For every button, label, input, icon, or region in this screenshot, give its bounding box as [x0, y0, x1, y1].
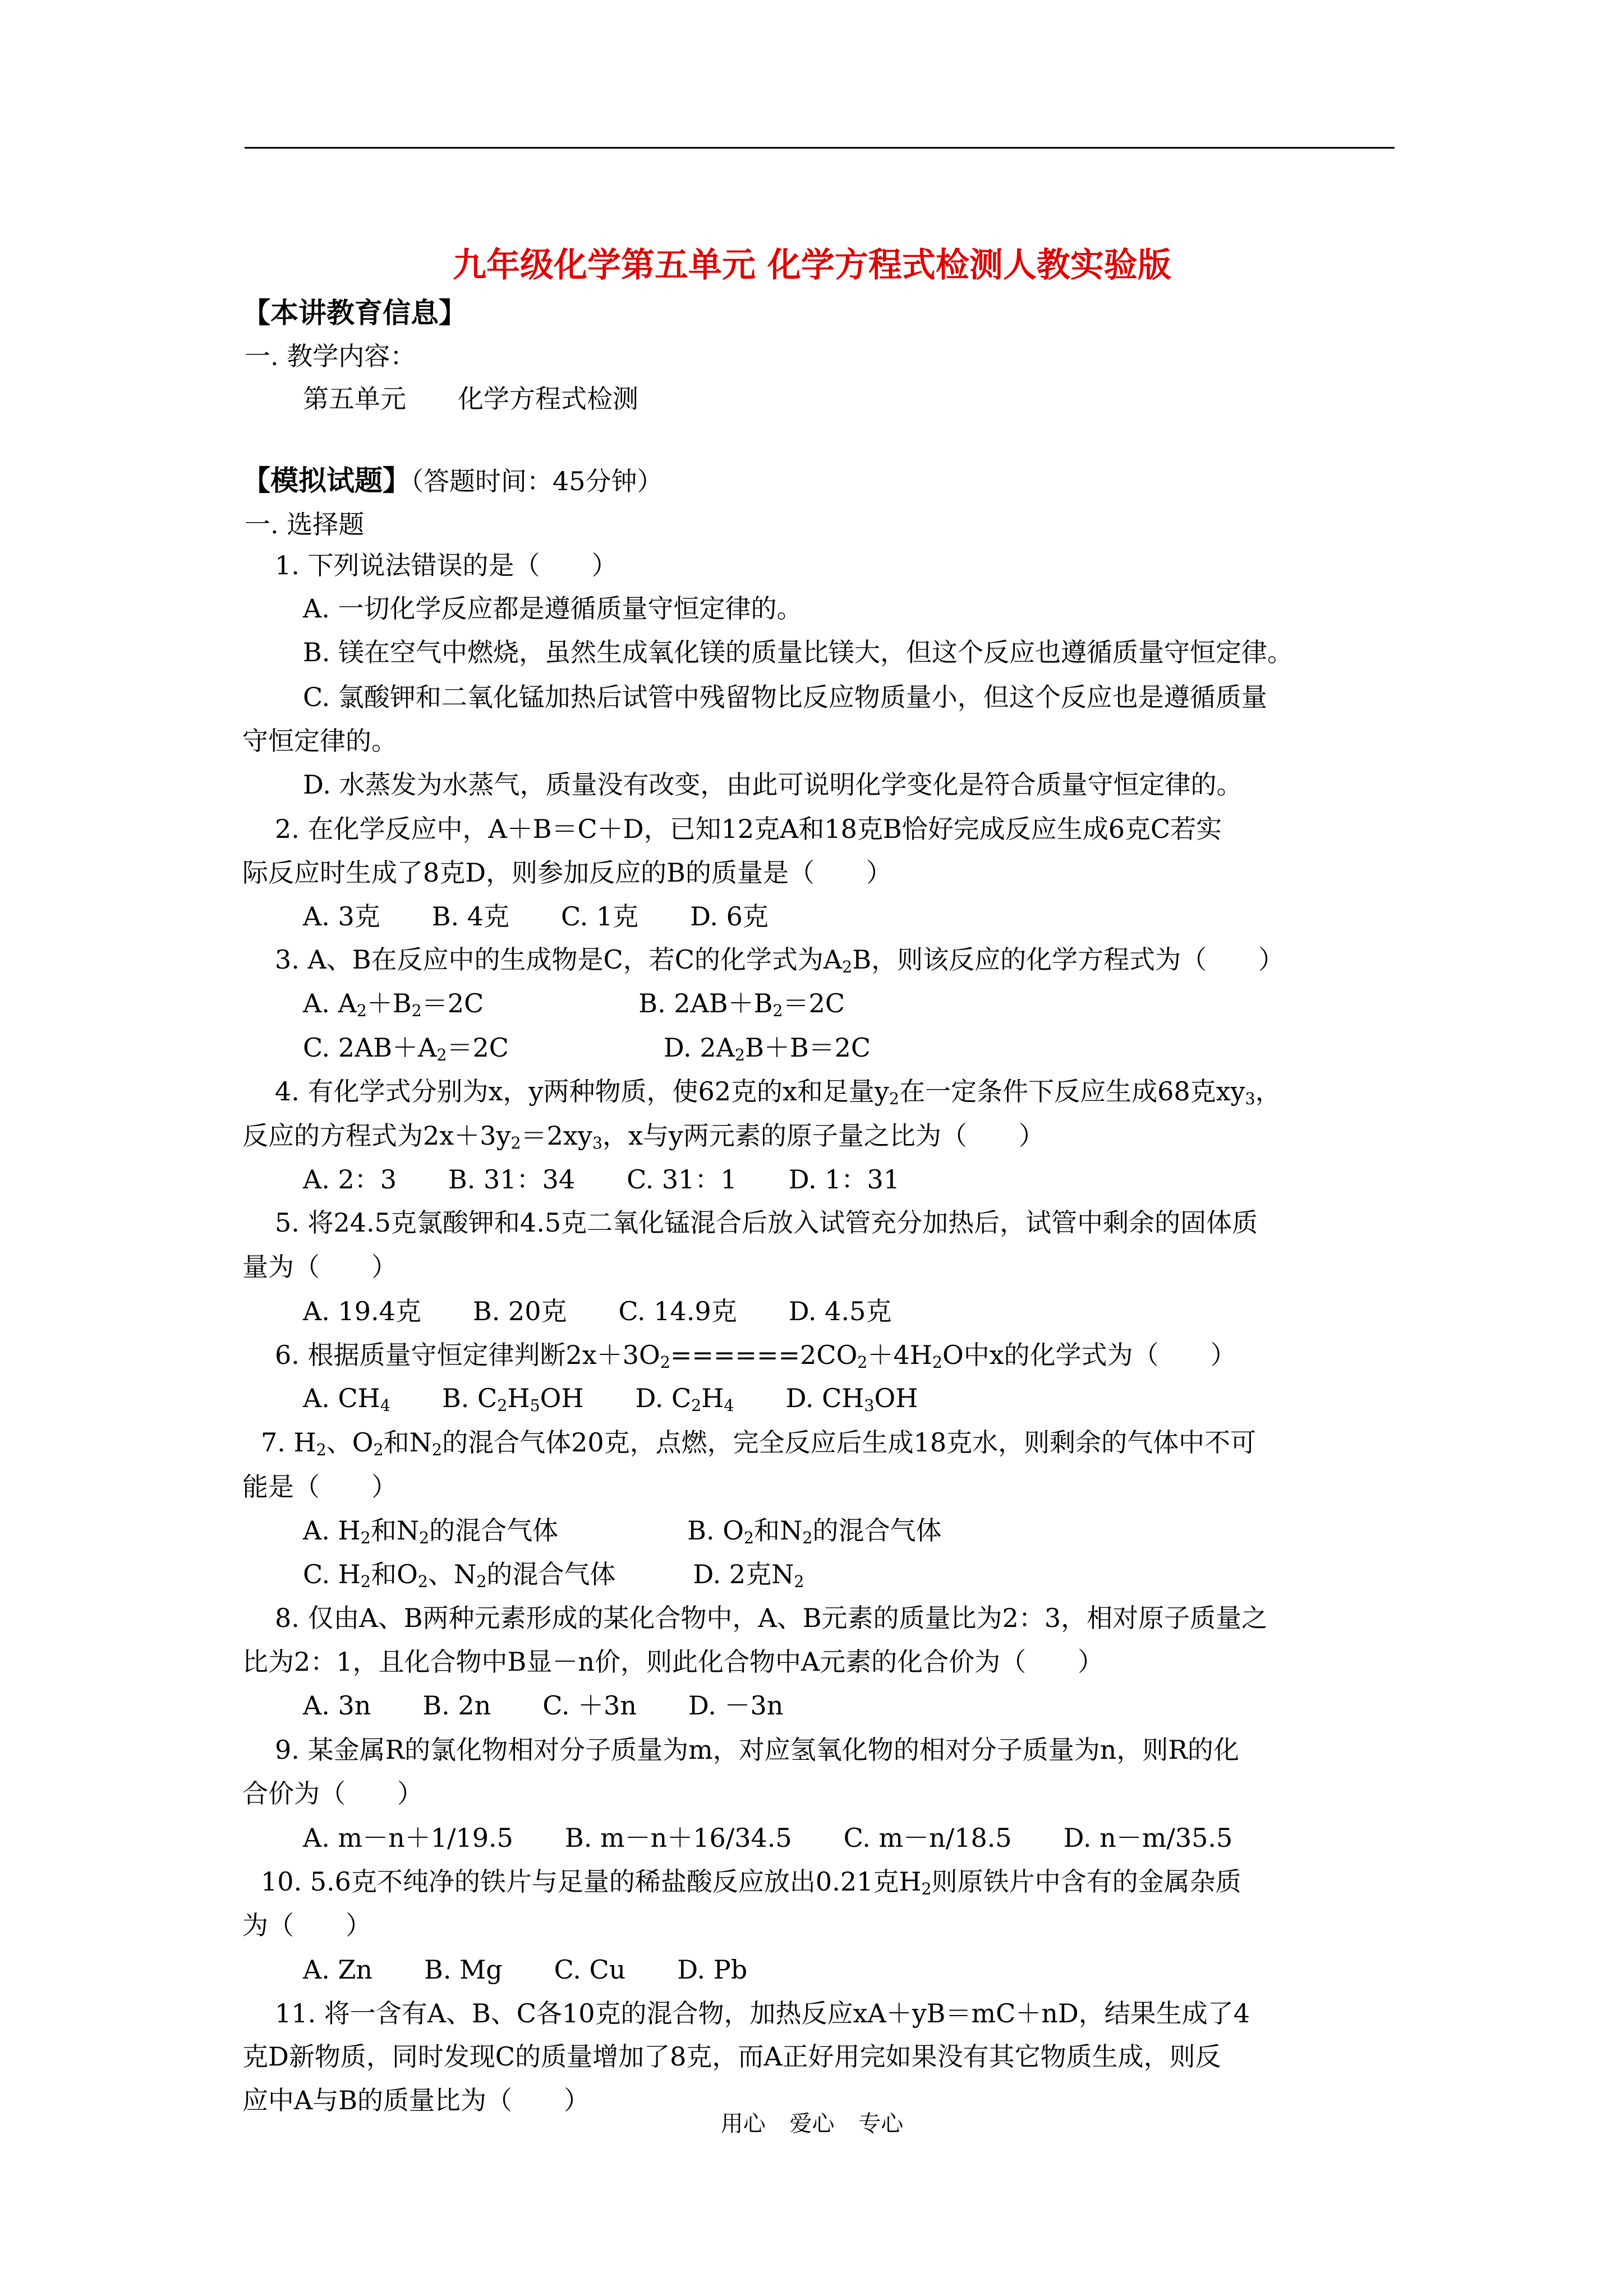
- question-line: 际反应时生成了8克D，则参加反应的B的质量是（ ）: [242, 857, 892, 888]
- question-line: A. 19.4克 B. 20克 C. 14.9克 D. 4.5克: [303, 1296, 892, 1326]
- question-line: 守恒定律的。: [242, 726, 397, 756]
- question-line: 8. 仅由A、B两种元素形成的某化合物中，A、B元素的质量比为2：3，相对原子质量之: [275, 1603, 1268, 1633]
- multiple-choice-label: 一. 选择题: [245, 509, 365, 540]
- section-header-info: 【本讲教育信息】: [242, 296, 467, 329]
- question-line: 11. 将一含有A、B、C各10克的混合物，加热反应xA＋yB＝mC＋nD，结果生成了4: [275, 1998, 1250, 2028]
- question-line: A. 一切化学反应都是遵循质量守恒定律的。: [303, 593, 803, 624]
- document-title: 九年级化学第五单元 化学方程式检测人教实验版: [453, 246, 1171, 285]
- question-line: C. $H_2$和$O_2$、$N_2$的混合气体 D. 2克$N_2$: [303, 1559, 804, 1592]
- mock-test-time: （答题时间：45分钟）: [411, 466, 663, 496]
- question-line: A. Zn B. Mg C. Cu D. Pb: [303, 1954, 748, 1985]
- mock-test-label: 【模拟试题】: [242, 464, 411, 497]
- question-line: C. 氯酸钾和二氧化锰加热后试管中残留物比反应物质量小，但这个反应也是遵循质量: [303, 682, 1267, 712]
- question-line: A. $CH_4$ B. $C_2H_5OH$ D. $C_2H_4$ D. $CH_3OH$: [303, 1383, 918, 1416]
- question-line: A. 2：3 B. 31：34 C. 31：1 D. 1：31: [303, 1164, 900, 1195]
- question-line: 6. 根据质量守恒定律判断$2x+3O_2======2CO_2+4H_2O$中x的化学式为（ ）: [275, 1340, 1236, 1372]
- page-footer: 用心 爱心 专心: [720, 2111, 904, 2137]
- question-line: 3. A、B在反应中的生成物是C，若C的化学式为$A_2B$，则该反应的化学方程式为（ ）: [275, 944, 1285, 977]
- question-line: 4. 有化学式分别为x，y两种物质，使62克的x和足量$y_2$在一定条件下反应生成68克$xy_3$，: [275, 1076, 1281, 1109]
- teaching-content-text: 第五单元 化学方程式检测: [303, 384, 638, 414]
- question-line: 2. 在化学反应中，A＋B＝C＋D，已知12克A和18克B恰好完成反应生成6克C若实: [275, 814, 1222, 844]
- question-line: A. 3n B. 2n C. ＋3n D. －3n: [303, 1690, 784, 1721]
- question-line: 10. 5.6克不纯净的铁片与足量的稀盐酸反应放出0.21克$H_2$则原铁片中含有的金属杂质: [261, 1866, 1241, 1899]
- question-line: A. $A_2+B_2=2C$ B. $2AB+B_2=2C$: [303, 988, 845, 1021]
- question-line: 1. 下列说法错误的是（ ）: [275, 550, 618, 580]
- question-line: 能是（ ）: [242, 1472, 397, 1502]
- question-line: 5. 将24.5克氯酸钾和4.5克二氧化锰混合后放入试管充分加热后，试管中剩余的固体质: [275, 1207, 1258, 1238]
- question-line: A. 3克 B. 4克 C. 1克 D. 6克: [303, 901, 769, 932]
- mock-test-heading: [242, 464, 663, 497]
- question-line: D. 水蒸发为水蒸气，质量没有改变，由此可说明化学变化是符合质量守恒定律的。: [303, 769, 1243, 800]
- header-rule: [245, 147, 1395, 149]
- question-line: 比为2：1，且化合物中B显－n价，则此化合物中A元素的化合价为（ ）: [242, 1647, 1104, 1677]
- question-line: 反应的方程式为$2x+3y_2=2xy_3$，x与y两元素的原子量之比为（ ）: [242, 1121, 1045, 1153]
- question-line: 合价为（ ）: [242, 1778, 423, 1809]
- question-line: 为（ ）: [242, 1910, 371, 1940]
- question-line: C. $2AB+A_2=2C$ D. $2A_2B+B=2C$: [303, 1032, 871, 1065]
- question-line: A. $H_2$和$N_2$的混合气体 B. $O_2$和$N_2$的混合气体: [303, 1515, 942, 1548]
- teaching-content-label: 一. 教学内容：: [245, 341, 416, 371]
- question-line: A. m－n＋1/19.5 B. m－n＋16/34.5 C. m－n/18.5 D. n－m/35.5: [303, 1823, 1233, 1853]
- question-line: 克D新物质，同时发现C的质量增加了8克，而A正好用完如果没有其它物质生成，则反: [242, 2041, 1221, 2072]
- question-line: 量为（ ）: [242, 1252, 397, 1282]
- question-line: 9. 某金属R的氯化物相对分子质量为m，对应氢氧化物的相对分子质量为n，则R的化: [275, 1735, 1240, 1765]
- question-line: B. 镁在空气中燃烧，虽然生成氧化镁的质量比镁大，但这个反应也遵循质量守恒定律。: [303, 637, 1294, 667]
- question-line: 应中A与B的质量比为（ ）: [242, 2085, 590, 2115]
- question-line: 7. $H_2$、$O_2$和$N_2$的混合气体20克，点燃，完全反应后生成18克水，则剩余的气体中不可: [261, 1427, 1257, 1460]
